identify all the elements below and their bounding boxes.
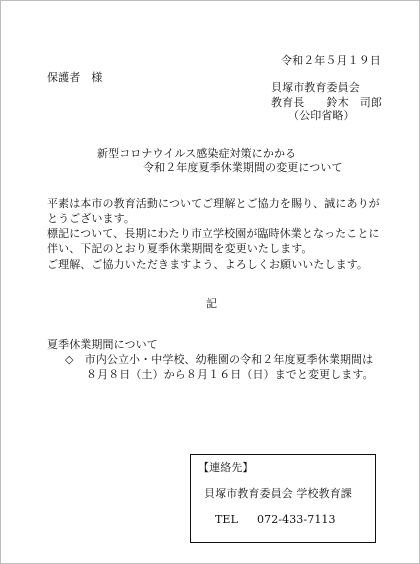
body-paragraph2-line1: 標記について、長期にわたり市立学校園が臨時休業となったことに [47, 227, 380, 240]
document-date: 令和２年５月１９日 [281, 54, 381, 67]
body-paragraph3: ご理解、ご協力いただきますよう、よろしくお願いいたします。 [47, 258, 369, 271]
body-paragraph1-line2: とうございます。 [47, 212, 135, 225]
issuer-organization: 貝塚市教育委員会 [271, 81, 360, 94]
contact-organization: 貝塚市教育委員会 学校教育課 [204, 487, 352, 500]
seal-omitted-note: （公印省略） [288, 109, 355, 122]
body-paragraph2-line2: 伴い、下記のとおり夏季休業期間を変更いたします。 [47, 242, 313, 255]
recipient-line: 保護者 様 [47, 71, 103, 84]
body-paragraph1-line1: 平素は本市の教育活動についてご理解とご協力を賜り、誠にありが [47, 197, 380, 210]
contact-label: 【連絡先】 [198, 461, 254, 474]
ki-note-marker: 記 [206, 297, 218, 310]
contact-tel-label: TEL [215, 513, 238, 526]
issuer-title-name: 教育長 鈴木 司郎 [271, 96, 382, 109]
section-item-line2: ８月８日（土）から８月１６日（日）までと変更します。 [86, 368, 374, 381]
contact-tel-number: 072-433-7113 [257, 513, 336, 526]
document-title-line1: 新型コロナウイルス感染症対策にかかる [97, 147, 297, 160]
section-title: 夏季休業期間について [47, 338, 158, 351]
document-title-line2: 令和２年度夏季休業期間の変更について [143, 161, 343, 174]
section-item-line1: ◇ 市内公立小・中学校、幼稚園の令和２年度夏季休業期間は [65, 353, 374, 366]
